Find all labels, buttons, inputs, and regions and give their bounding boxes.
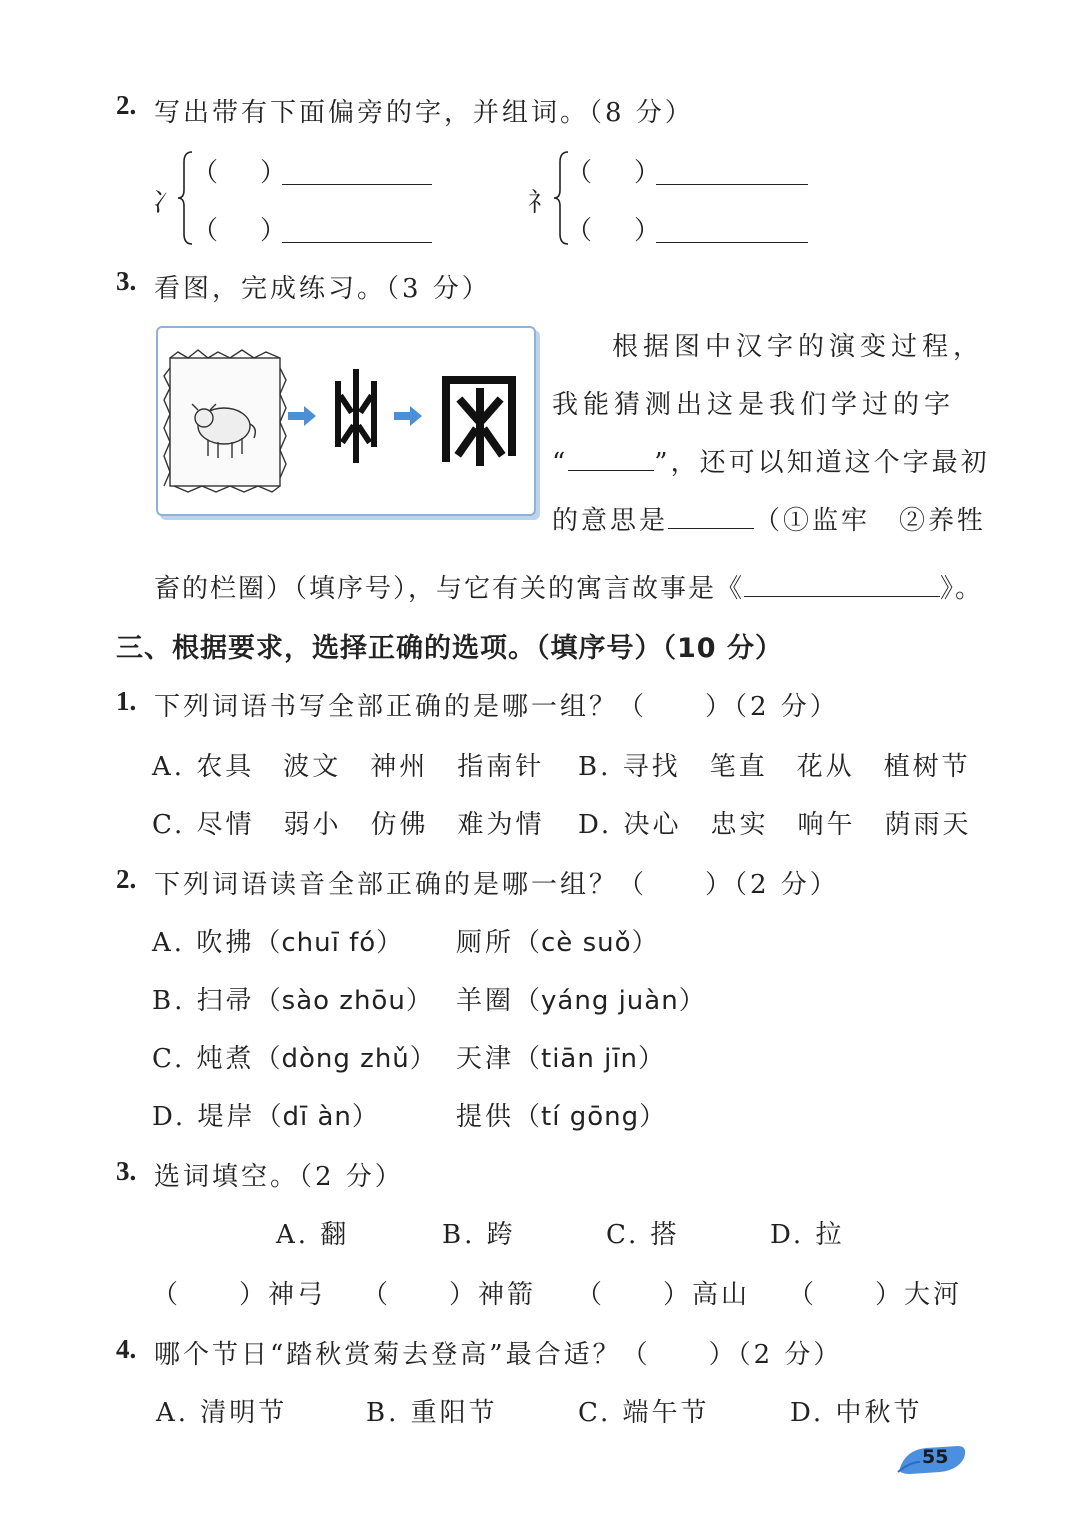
q3-para-line-4: 的意思是 （①监牢 ②养牲 — [552, 506, 987, 536]
ox-pen-evolution-icon — [158, 328, 534, 514]
q3-number: 3. — [116, 266, 137, 296]
arrow-right-icon-2 — [394, 406, 422, 426]
s3q2-row-b: B. 扫帚（sào zhōu） — [152, 986, 433, 1016]
character-evolution-image — [156, 326, 536, 516]
s3q2-row-d: D. 堤岸（dī àn） — [152, 1102, 379, 1132]
s3q2-title[interactable]: 下列词语读音全部正确的是哪一组？（ ）（2 分） — [154, 870, 839, 900]
q3-para-line-2: 我能猜测出这是我们学过的字 — [552, 390, 956, 420]
s3q4-option-a: A. 清明节 — [156, 1398, 288, 1428]
s3q3-blank-3[interactable]: （ ）高山 — [576, 1280, 751, 1310]
s3q4-option-b: B. 重阳节 — [366, 1398, 498, 1428]
q2-radical-right: 礻 — [528, 188, 555, 218]
q2-right-line-1[interactable] — [656, 164, 808, 185]
s3q3-title: 选词填空。（2 分） — [154, 1162, 404, 1192]
q3-story-blank[interactable] — [744, 596, 940, 597]
s3q3-number: 3. — [116, 1156, 137, 1186]
s3q1-option-d: D. 决心 忠实 响午 荫雨天 — [578, 810, 972, 840]
s3q3-choice-b: B. 跨 — [442, 1220, 516, 1250]
s3q4-title[interactable]: 哪个节日“踏秋赏菊去登高”最合适？（ ）（2 分） — [154, 1340, 843, 1370]
q2-left-paren-2[interactable]: （ ） — [192, 216, 287, 246]
s3q4-number: 4. — [116, 1334, 137, 1364]
s3q1-option-b: B. 寻找 笔直 花从 植树节 — [578, 752, 971, 782]
q2-number: 2. — [116, 90, 137, 120]
s3q3-choice-a: A. 翻 — [276, 1220, 350, 1250]
section-3-title: 三、根据要求，选择正确的选项。（填序号）（10 分） — [116, 633, 783, 664]
s3q1-number: 1. — [116, 686, 137, 716]
q2-left-paren-1[interactable]: （ ） — [192, 158, 287, 188]
s3q4-option-c: C. 端午节 — [578, 1398, 710, 1428]
s3q1-title[interactable]: 下列词语书写全部正确的是哪一组？（ ）（2 分） — [154, 692, 839, 722]
q2-right-line-2[interactable] — [656, 222, 808, 243]
arrow-right-icon — [288, 406, 316, 426]
s3q2-number: 2. — [116, 864, 137, 894]
s3q2-row-d-2: 提供（tí gōng） — [456, 1102, 667, 1132]
q2-left-line-1[interactable] — [282, 164, 432, 185]
q2-radical-left: 冫 — [152, 188, 179, 218]
q3-para-line-3: “ ”，还可以知道这个字最初 — [552, 448, 990, 478]
s3q3-choice-c: C. 搭 — [606, 1220, 680, 1250]
s3q3-choice-d: D. 拉 — [770, 1220, 845, 1250]
q2-left-line-2[interactable] — [282, 222, 432, 243]
s3q1-option-c: C. 尽情 弱小 仿佛 难为情 — [152, 810, 545, 840]
page-number: 55 — [922, 1446, 949, 1468]
q2-right-paren-1[interactable]: （ ） — [566, 158, 661, 188]
s3q3-blank-2[interactable]: （ ）神箭 — [362, 1280, 537, 1310]
s3q3-blank-4[interactable]: （ ）大河 — [788, 1280, 963, 1310]
page-number-badge — [896, 1442, 968, 1476]
s3q2-row-a: A. 吹拂（chuī fó） — [152, 928, 404, 958]
s3q2-row-c-2: 天津（tiān jīn） — [456, 1044, 666, 1074]
q3-title: 看图，完成练习。（3 分） — [154, 274, 491, 304]
s3q3-blank-1[interactable]: （ ）神弓 — [152, 1280, 327, 1310]
q3-char-blank[interactable] — [568, 470, 654, 471]
s3q2-row-a-2: 厕所（cè suǒ） — [456, 928, 659, 958]
q3-para-line-1: 根据图中汉字的演变过程， — [612, 332, 985, 362]
q2-right-paren-2[interactable]: （ ） — [566, 216, 661, 246]
s3q4-option-d: D. 中秋节 — [790, 1398, 923, 1428]
q3-para-line-5: 畜的栏圈）（填序号），与它有关的寓言故事是《 》。 — [154, 574, 984, 604]
s3q2-row-c: C. 炖煮（dòng zhǔ） — [152, 1044, 437, 1074]
s3q1-option-a: A. 农具 波文 神州 指南针 — [152, 752, 545, 782]
q2-title: 写出带有下面偏旁的字，并组词。（8 分） — [154, 98, 694, 128]
s3q2-row-b-2: 羊圈（yáng juàn） — [456, 986, 706, 1016]
q3-meaning-blank[interactable] — [668, 528, 754, 529]
